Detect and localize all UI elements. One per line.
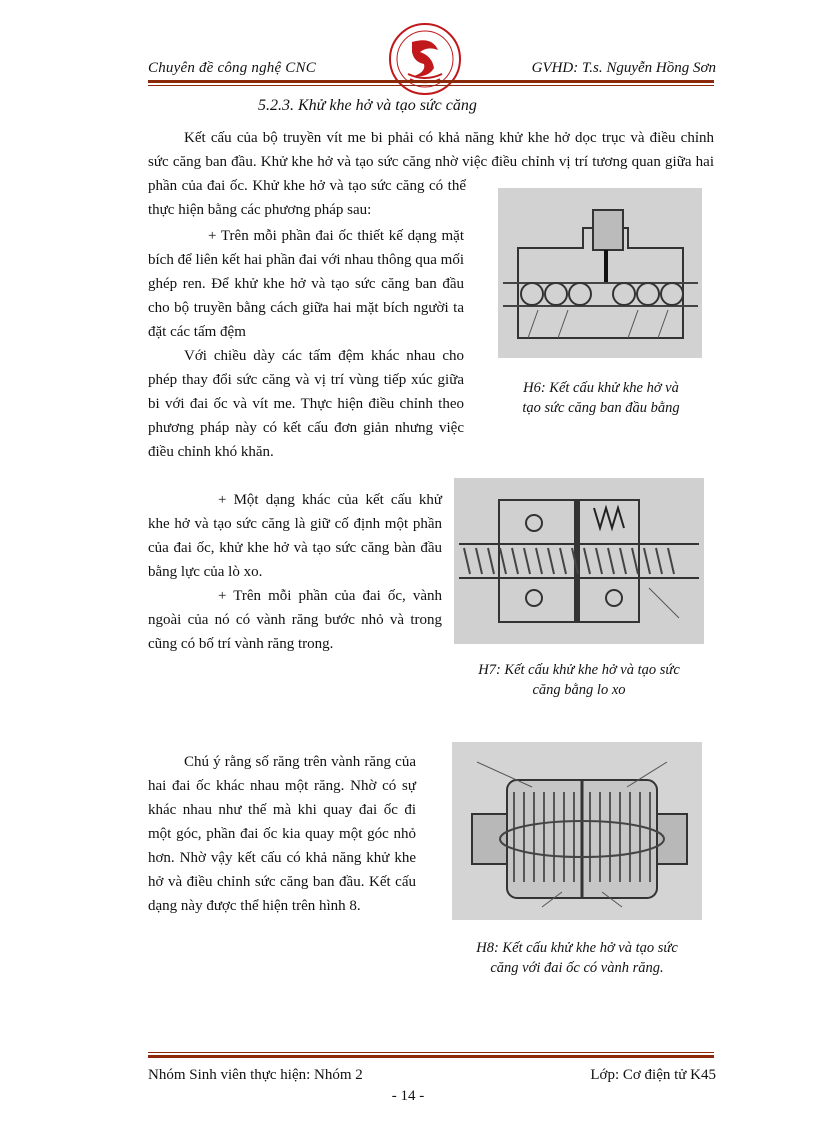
footer-left: Nhóm Sinh viên thực hiện: Nhóm 2 xyxy=(148,1067,363,1083)
paragraph-5: + Trên mỗi phần của đai ốc, vành ngoài của nó có vành răng bước nhỏ và trong cũng có bố trí vành răng trong. xyxy=(148,588,442,652)
figure-h8-caption-line-1: H8: Kết cấu khử khe hở và tạo sức xyxy=(476,940,678,956)
figure-h6-image xyxy=(498,188,702,358)
paragraph-4: + Một dạng khác của kết cấu khử khe hở và tạo sức căng là giữ cố định một phần của đai ốc, khử khe hở và tạo sức căng bàn đầu bằng lực của lò xo. xyxy=(148,492,442,580)
figure-h7-image xyxy=(454,478,704,644)
figure-h8-caption-line-2: căng với đai ốc có vành răng. xyxy=(490,960,664,976)
figure-h7-caption-line-1: H7: Kết cấu khử khe hở và tạo sức xyxy=(478,662,680,678)
figure-h6-caption-line-1: H6: Kết cấu khử khe hở và xyxy=(523,380,679,396)
page-number: - 14 - xyxy=(391,1088,425,1104)
paragraph-2: + Trên mỗi phần đai ốc thiết kế dạng mặt bích để liên kết hai phần đai với nhau thông qua mối ghép ren. Để khử khe hở và tạo sức căng ban đầu cho bộ truyền bằng cách giữa hai mặt bích người ta đặt các tấm đệm xyxy=(148,228,464,340)
figure-h8-image xyxy=(452,742,702,920)
footer-right: Lớp: Cơ điện tử K45 xyxy=(590,1067,716,1083)
paragraph-1-line-2: sức căng ban đầu. Khử khe hở và tạo sức căng nhờ việc điều chỉnh vị trí tương quan giữa hai xyxy=(148,154,714,170)
footer-rule-thin xyxy=(148,1052,714,1053)
figure-h8-caption xyxy=(452,938,702,978)
figure-h7-caption xyxy=(454,660,704,700)
header-rule-thick xyxy=(148,80,714,83)
figure-h6-caption-line-2: tạo sức căng ban đầu bằng xyxy=(522,400,680,416)
paragraph-1-line-1: Kết cấu của bộ truyền vít me bi phải có khả năng khử khe hở dọc trục và điều chỉnh xyxy=(184,130,714,146)
paragraph-1-rest: phần của đai ốc. Khử khe hở và tạo sức căng có thể thực hiện bằng các phương pháp sau: xyxy=(148,178,466,218)
header-left: Chuyên đề công nghệ CNC xyxy=(148,60,316,76)
paragraph-6: Chú ý rằng số răng trên vành răng của hai đai ốc khác nhau một răng. Nhờ có sự khác nhau như thế mà khi quay đai ốc đi một góc, phần đai ốc kia quay một góc nhỏ hơn. Nhờ vậy kết cấu có khả năng khử khe hở và điều chỉnh sức căng ban đầu. Kết cấu dạng này được thể hiện trên hình 8. xyxy=(148,754,416,914)
figure-h7-caption-line-2: căng bằng lo xo xyxy=(532,682,626,698)
header-rule-thin xyxy=(148,85,714,86)
header-right: GVHD: T.s. Nguyễn Hồng Sơn xyxy=(531,60,716,76)
section-title: 5.2.3. Khử khe hở và tạo sức căng xyxy=(258,97,477,114)
footer-rule-thick xyxy=(148,1055,714,1058)
paragraph-3: Với chiều dày các tấm đệm khác nhau cho phép thay đổi sức căng và vị trí vùng tiếp xúc giữa bi với đai ốc và vít me. Thực hiện điều chỉnh theo phương pháp này có kết cấu đơn giản nhưng việc điều chỉnh khó khăn. xyxy=(148,348,464,460)
figure-h6-caption xyxy=(486,378,716,418)
